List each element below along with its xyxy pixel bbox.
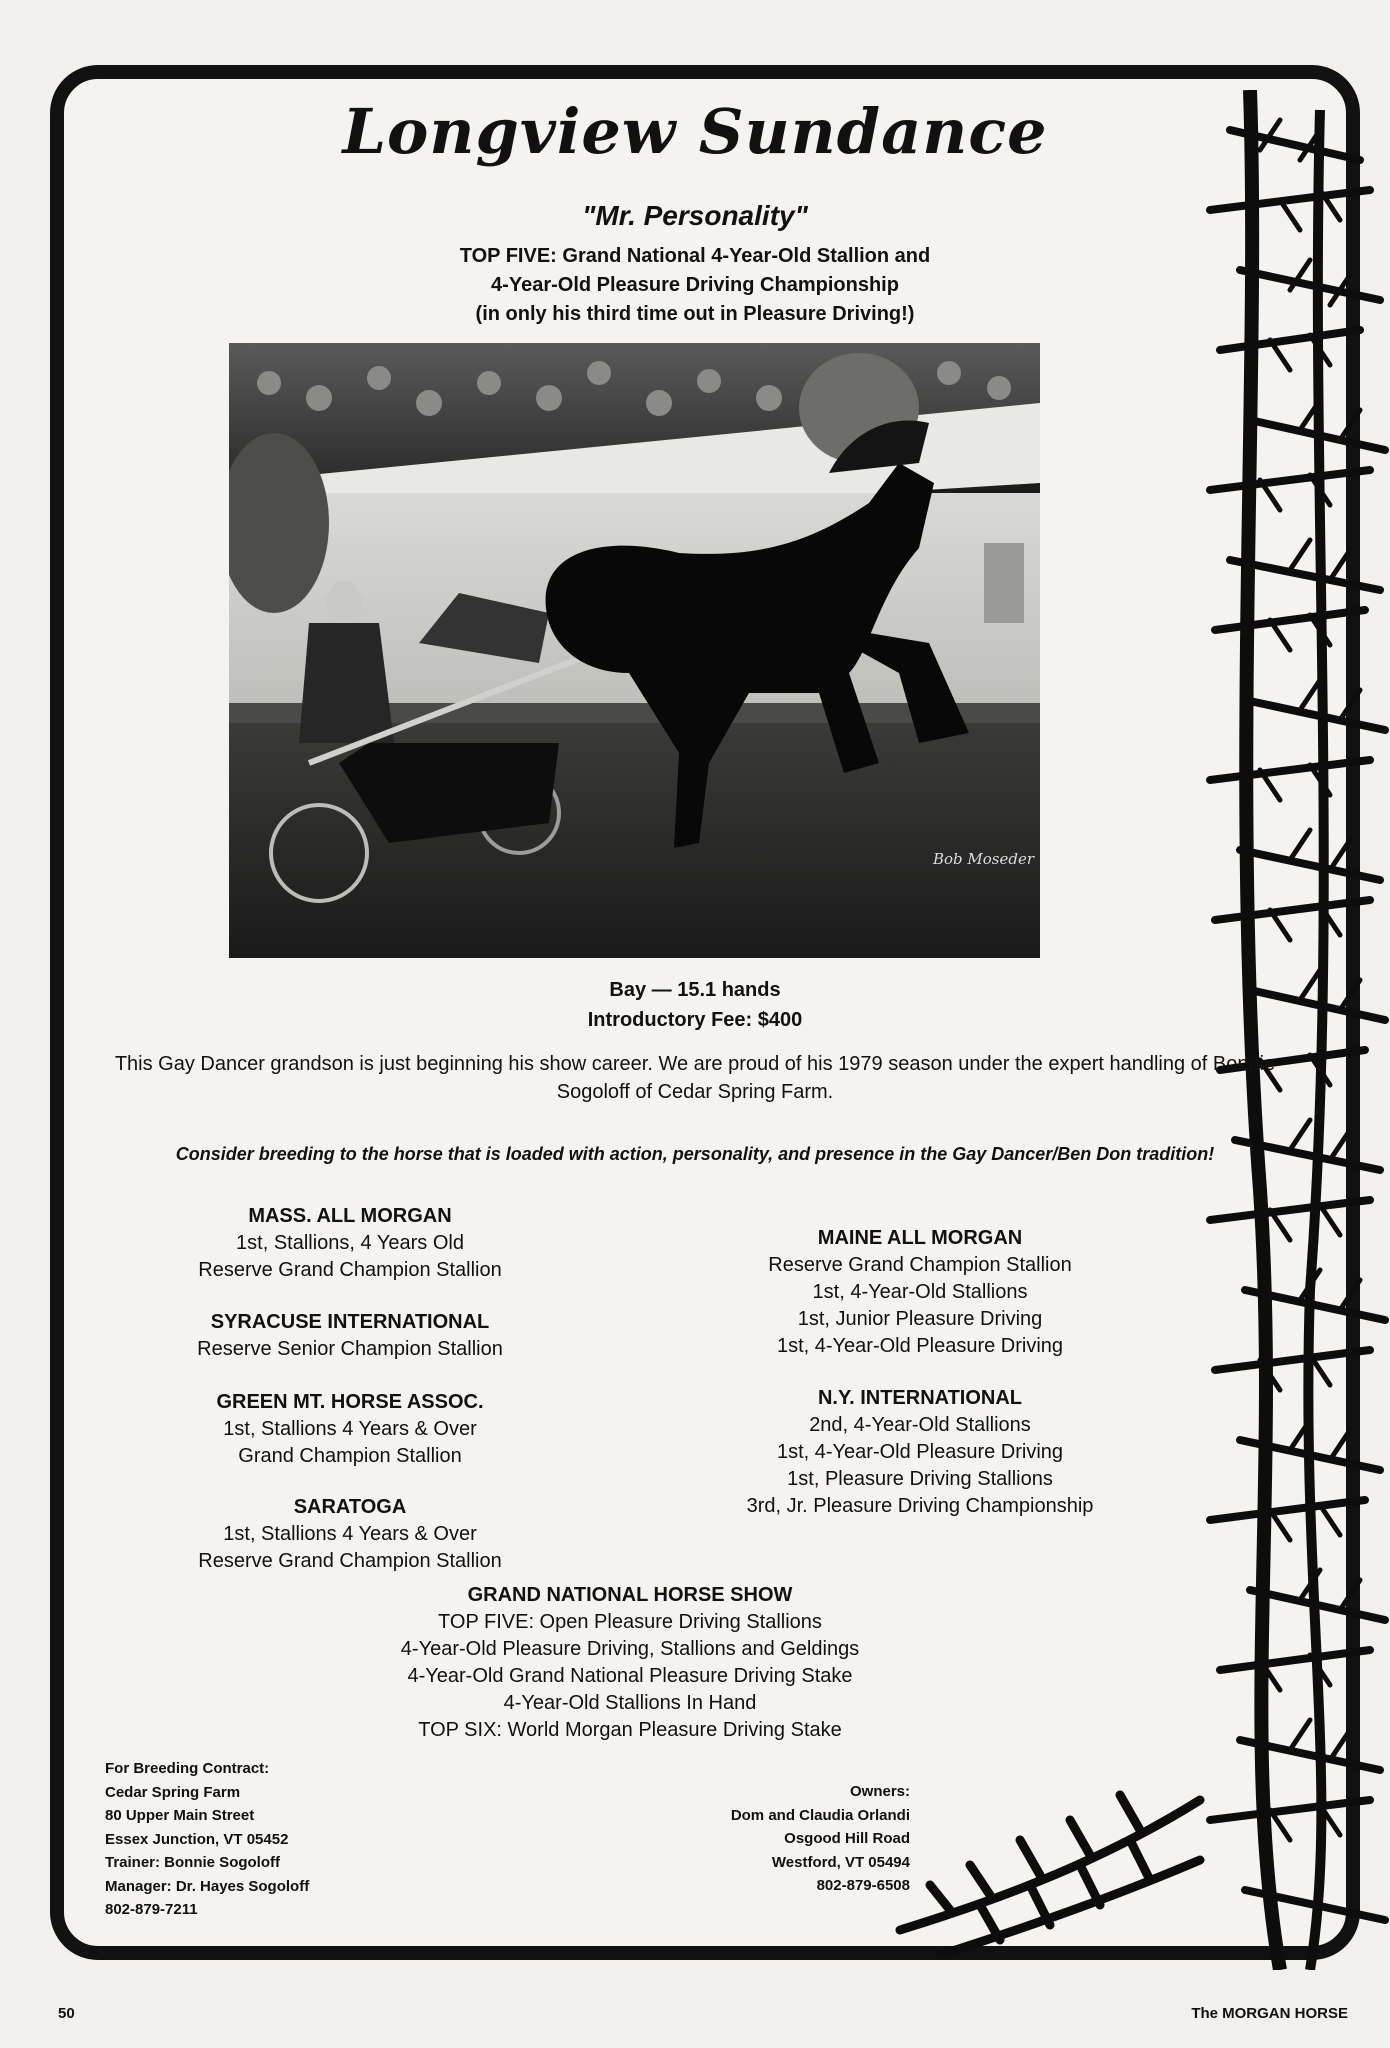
show-result: Reserve Grand Champion Stallion	[768, 1254, 1072, 1276]
show-result: Reserve Grand Champion Stallion	[198, 1259, 502, 1281]
show-result: 4-Year-Old Grand National Pleasure Driving Stake	[407, 1665, 853, 1687]
owners-block	[660, 1780, 910, 1898]
show-result: 1st, Pleasure Driving Stallions	[787, 1468, 1053, 1490]
show-ny-international	[690, 1385, 1150, 1520]
photo-credit: Bob Moseder	[932, 850, 1034, 868]
show-result: 4-Year-Old Stallions In Hand	[503, 1692, 757, 1714]
show-result: 1st, Stallions, 4 Years Old	[236, 1232, 464, 1254]
show-result: Reserve Senior Champion Stallion	[197, 1338, 503, 1360]
top-five-headline	[0, 242, 1390, 329]
honor-line: TOP FIVE: Grand National 4-Year-Old Stallion and	[459, 245, 931, 267]
contact-line: Manager: Dr. Hayes Sogoloff	[105, 1877, 310, 1895]
foliage-corner-branches	[880, 1780, 1210, 1960]
show-name: GRAND NATIONAL HORSE SHOW	[467, 1584, 793, 1606]
photo-illustration	[229, 343, 1040, 958]
contact-line: Essex Junction, VT 05452	[105, 1830, 289, 1848]
horse-name-title: Longview Sundance	[342, 95, 1048, 168]
honor-line: 4-Year-Old Pleasure Driving Championship	[491, 274, 899, 296]
show-result: Reserve Grand Champion Stallion	[198, 1550, 502, 1572]
show-saratoga	[150, 1494, 550, 1575]
owners-heading: Owners:	[849, 1783, 910, 1800]
show-result: Grand Champion Stallion	[238, 1445, 462, 1467]
page-number: 50	[58, 2005, 75, 2022]
show-result: 3rd, Jr. Pleasure Driving Championship	[746, 1495, 1094, 1517]
intro-paragraph: This Gay Dancer grandson is just beginning his show career. We are proud of his 1979 season under the expert handling of Bonnie Sogoloff of Cedar Spring Farm.	[114, 1053, 1276, 1103]
show-grand-national	[330, 1582, 930, 1744]
contact-line: Trainer: Bonnie Sogoloff	[105, 1854, 280, 1871]
show-green-mt-horse-assoc	[150, 1389, 550, 1470]
show-result: 1st, 4-Year-Old Stallions	[812, 1281, 1028, 1303]
show-name: SYRACUSE INTERNATIONAL	[210, 1311, 490, 1333]
breeding-call-to-action: Consider breeding to the horse that is loaded with action, personality, and presence in the Gay Dancer/Ben Don tradition!	[175, 1144, 1215, 1164]
show-result: 1st, Junior Pleasure Driving	[797, 1308, 1043, 1330]
contact-line: Cedar Spring Farm	[105, 1783, 241, 1801]
horse-specs	[0, 975, 1390, 1035]
owners-line: Westford, VT 05494	[771, 1853, 910, 1871]
show-result: 4-Year-Old Pleasure Driving, Stallions and Geldings	[400, 1638, 860, 1660]
show-name: MAINE ALL MORGAN	[817, 1227, 1023, 1249]
owners-line: 802-879-6508	[816, 1877, 910, 1894]
show-maine-all-morgan	[690, 1225, 1150, 1360]
honor-line: (in only his third time out in Pleasure Driving!)	[475, 303, 915, 325]
show-syracuse-international	[150, 1309, 550, 1363]
show-result: 2nd, 4-Year-Old Stallions	[809, 1414, 1031, 1436]
show-name: N.Y. INTERNATIONAL	[817, 1387, 1023, 1409]
show-name: SARATOGA	[293, 1496, 407, 1518]
contact-line: 802-879-7211	[105, 1901, 198, 1918]
show-result: 1st, 4-Year-Old Pleasure Driving	[776, 1441, 1064, 1463]
show-name: MASS. ALL MORGAN	[248, 1205, 452, 1227]
show-result: TOP FIVE: Open Pleasure Driving Stallions	[438, 1611, 822, 1633]
introductory-fee: Introductory Fee: $400	[587, 1009, 803, 1031]
breeding-contact-block	[105, 1757, 309, 1922]
show-result: 1st, Stallions 4 Years & Over	[223, 1523, 477, 1545]
show-mass-all-morgan	[150, 1203, 550, 1284]
contact-line: 80 Upper Main Street	[105, 1807, 255, 1824]
show-name: GREEN MT. HORSE ASSOC.	[216, 1391, 484, 1413]
owners-line: Dom and Claudia Orlandi	[730, 1806, 910, 1824]
show-result: 1st, Stallions 4 Years & Over	[223, 1418, 477, 1440]
show-result: 1st, 4-Year-Old Pleasure Driving	[776, 1335, 1064, 1357]
contact-heading: For Breeding Contract:	[105, 1760, 270, 1777]
owners-line: Osgood Hill Road	[784, 1830, 910, 1847]
show-result: TOP SIX: World Morgan Pleasure Driving Stake	[418, 1719, 842, 1741]
nickname-tagline: "Mr. Personality"	[582, 200, 808, 231]
color-height-line: Bay — 15.1 hands	[609, 979, 781, 1001]
publication-name: The MORGAN HORSE	[1191, 2005, 1348, 2022]
horse-driving-photo	[229, 343, 1040, 958]
